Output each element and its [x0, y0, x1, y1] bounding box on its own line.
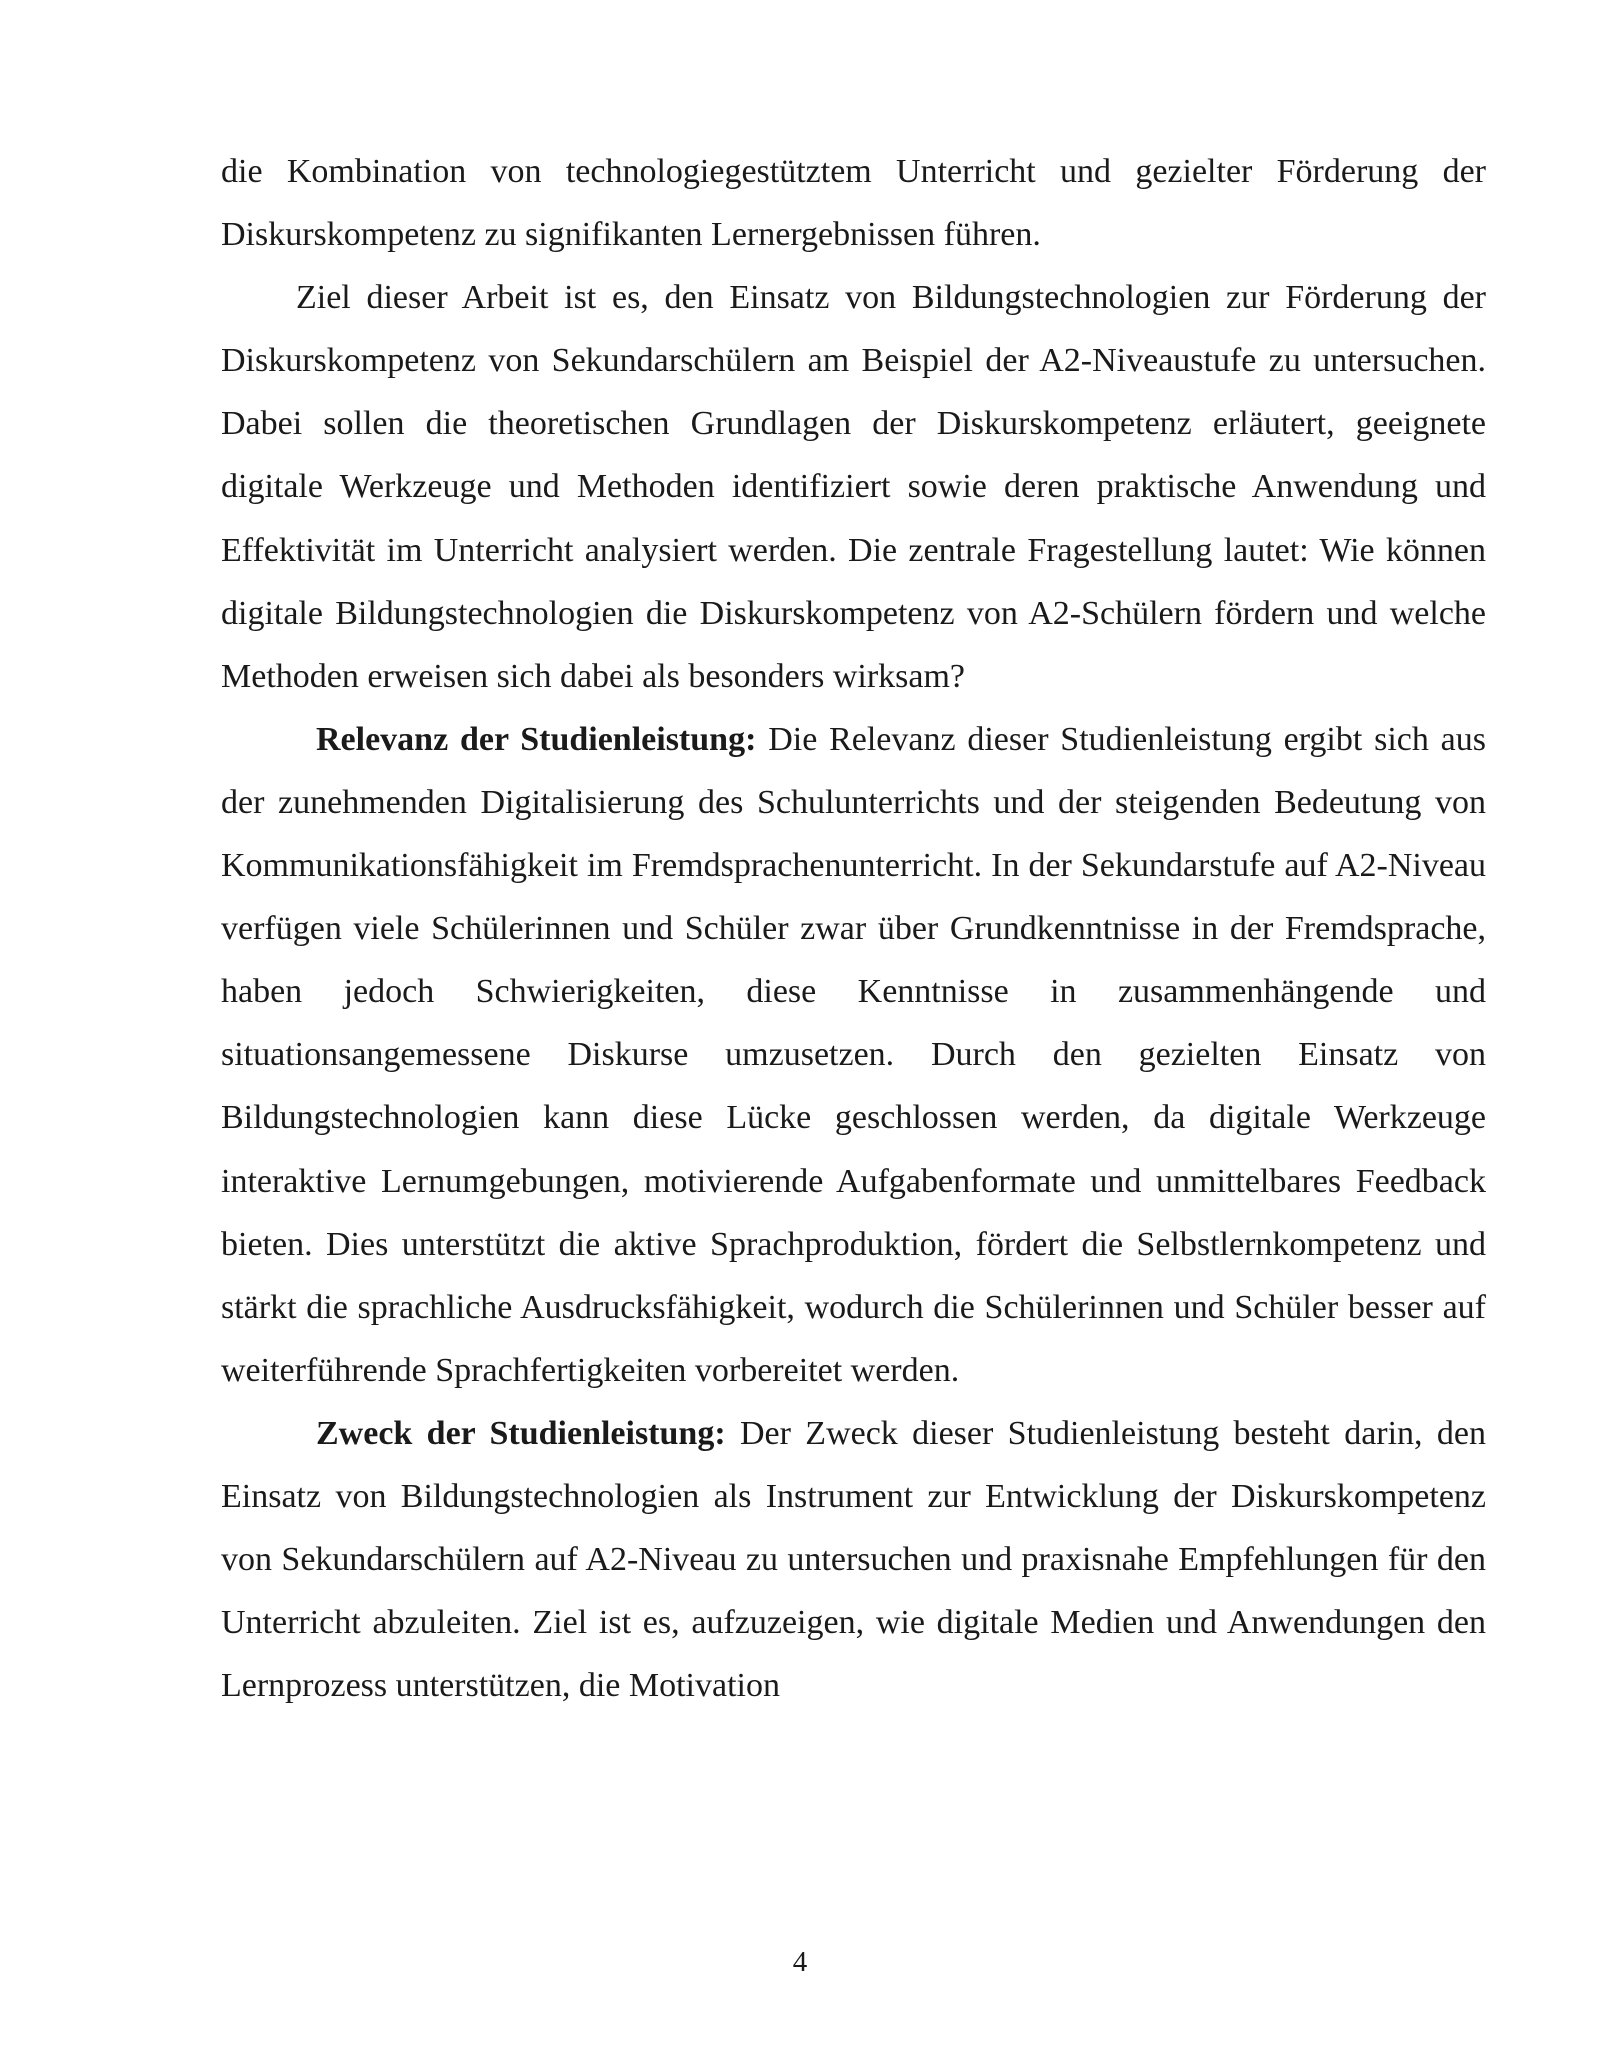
- purpose-heading: Zweck der Studienleistung:: [316, 1414, 726, 1452]
- paragraph-purpose: [221, 1402, 1486, 1717]
- paragraph-relevance: [221, 708, 1486, 1402]
- paragraph-continuation: die Kombination von technologiegestütztem Unterricht und gezielter Förderung der Diskurskompetenz zu signifikanten Lernergebnissen führen.: [221, 153, 1486, 254]
- relevance-heading: Relevanz der Studienleistung:: [316, 720, 757, 758]
- paragraph-research-goal: Ziel dieser Arbeit ist es, den Einsatz von Bildungstechnologien zur Förderung der Diskurskompetenz von Sekundarschülern am Beispiel der A2-Niveaustufe zu untersuchen. Dabei sollen die theoretischen Grundlagen der Diskurskompetenz erläutert, geeignete digitale Werkzeuge und Methoden identifiziert sowie deren praktische Anwendung und Effektivität im Unterricht analysiert werden. Die zentrale Fragestellung lautet: Wie können digitale Bildungstechnologien die Diskurskompetenz von A2-Schülern fördern und welche Methoden erweisen sich dabei als besonders wirksam?: [221, 279, 1486, 695]
- body-text: [221, 140, 1486, 1717]
- relevance-text: Die Relevanz dieser Studienleistung ergibt sich aus der zunehmenden Digitalisierung des Schulunterrichts und der steigenden Bedeutung von Kommunikationsfähigkeit im Fremdsprachenunterricht. In der Sekundarstufe auf A2-Niveau verfügen viele Schülerinnen und Schüler zwar über Grundkenntnisse in der Fremdsprache, haben jedoch Schwierigkeiten, diese Kenntnisse in zusammenhängende und situationsangemessene Diskurse umzusetzen. Durch den gezielten Einsatz von Bildungstechnologien kann diese Lücke geschlossen werden, da digitale Werkzeuge interaktive Lernumgebungen, motivierende Aufgabenformate und unmittelbares Feedback bieten. Dies unterstützt die aktive Sprachproduktion, fördert die Selbstlernkompetenz und stärkt die sprachliche Ausdrucksfähigkeit, wodurch die Schülerinnen und Schüler besser auf weiterführende Sprachfertigkeiten vorbereitet werden.: [221, 720, 1486, 1389]
- page-number: 4: [792, 1946, 808, 1978]
- purpose-text: Der Zweck dieser Studienleistung besteht darin, den Einsatz von Bildungstechnologien als Instrument zur Entwicklung der Diskurskompetenz von Sekundarschülern auf A2-Niveau zu untersuchen und praxisnahe Empfehlungen für den Unterricht abzuleiten. Ziel ist es, aufzuzeigen, wie digitale Medien und Anwendungen den Lernprozess unterstützen, die Motivation: [221, 1414, 1486, 1705]
